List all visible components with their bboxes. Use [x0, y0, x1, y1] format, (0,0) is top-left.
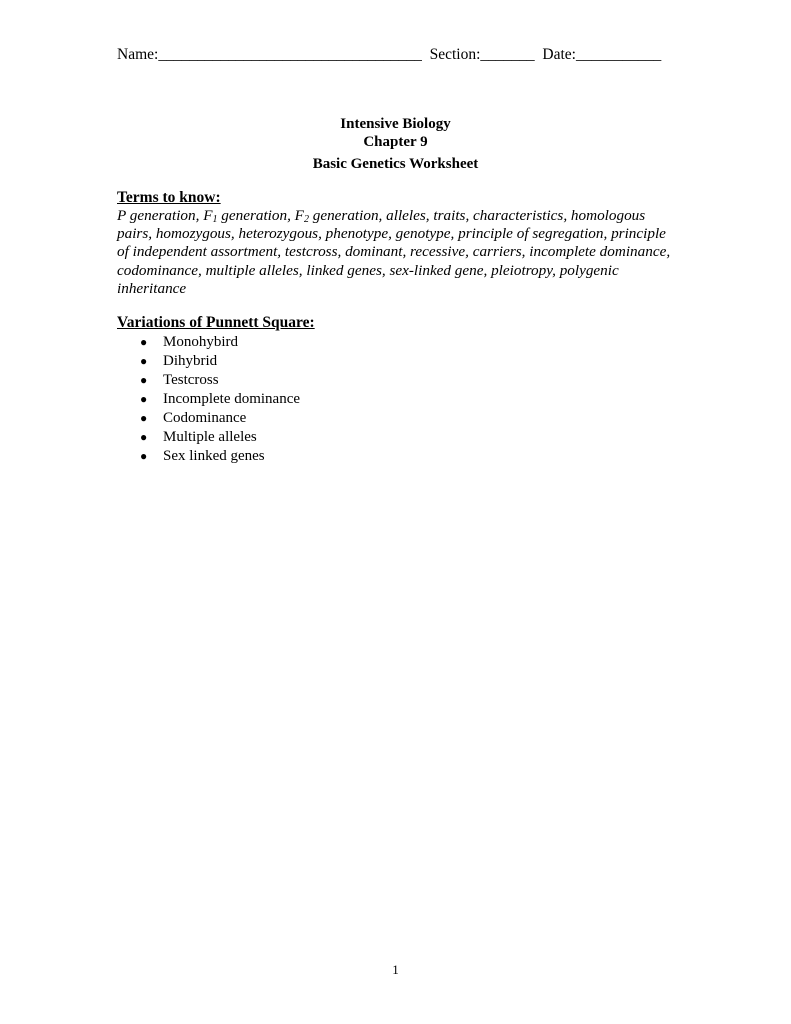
terms-rest: generation, alleles, traits, characteristics, homologous pairs, homozygous, heterozygous, phenotype, genotype, principle of segregation, principle of independent assortment, testcross, dominant, recessive, carriers, incomplete dominance, codominance, multiple alleles, linked genes, sex-linked gene, pleiotropy, polygenic inheritance — [117, 207, 671, 297]
title-block — [0, 115, 791, 173]
terms-f2-subscript: 2 — [303, 214, 309, 225]
bullet-icon: ● — [140, 335, 148, 349]
terms-p-generation: P generation, F — [117, 207, 213, 224]
list-item: ● Testcross — [140, 372, 219, 388]
worksheet-title: Basic Genetics Worksheet — [312, 156, 479, 172]
list-item: ● Multiple alleles — [140, 429, 257, 445]
name-label: Name: — [117, 46, 159, 63]
page-number: 1 — [392, 962, 399, 977]
name-blank: __________________________________ — [158, 46, 422, 63]
list-item: ● Monohybird — [140, 334, 238, 350]
bullet-icon: ● — [140, 449, 148, 463]
list-item: ● Sex linked genes — [140, 448, 265, 464]
list-item: ● Incomplete dominance — [140, 391, 301, 407]
terms-paragraph — [117, 207, 677, 298]
terms-heading: Terms to know: — [117, 189, 221, 206]
section-label: Section: — [429, 46, 481, 63]
chapter-title: Chapter 9 — [363, 134, 428, 150]
terms-f1-text: generation, F — [217, 207, 304, 224]
date-blank: ___________ — [575, 46, 662, 63]
header-fields — [117, 46, 661, 64]
list-item: ● Codominance — [140, 410, 247, 426]
date-label: Date: — [542, 46, 576, 63]
bullet-icon: ● — [140, 430, 148, 444]
variations-list — [140, 333, 300, 466]
terms-f1-subscript: 1 — [212, 214, 218, 225]
bullet-icon: ● — [140, 392, 148, 406]
course-title: Intensive Biology — [340, 116, 451, 132]
bullet-icon: ● — [140, 373, 148, 387]
variations-heading: Variations of Punnett Square: — [117, 314, 315, 331]
bullet-icon: ● — [140, 354, 148, 368]
bullet-icon: ● — [140, 411, 148, 425]
list-item: ● Dihybrid — [140, 353, 218, 369]
section-blank: _______ — [480, 46, 535, 63]
